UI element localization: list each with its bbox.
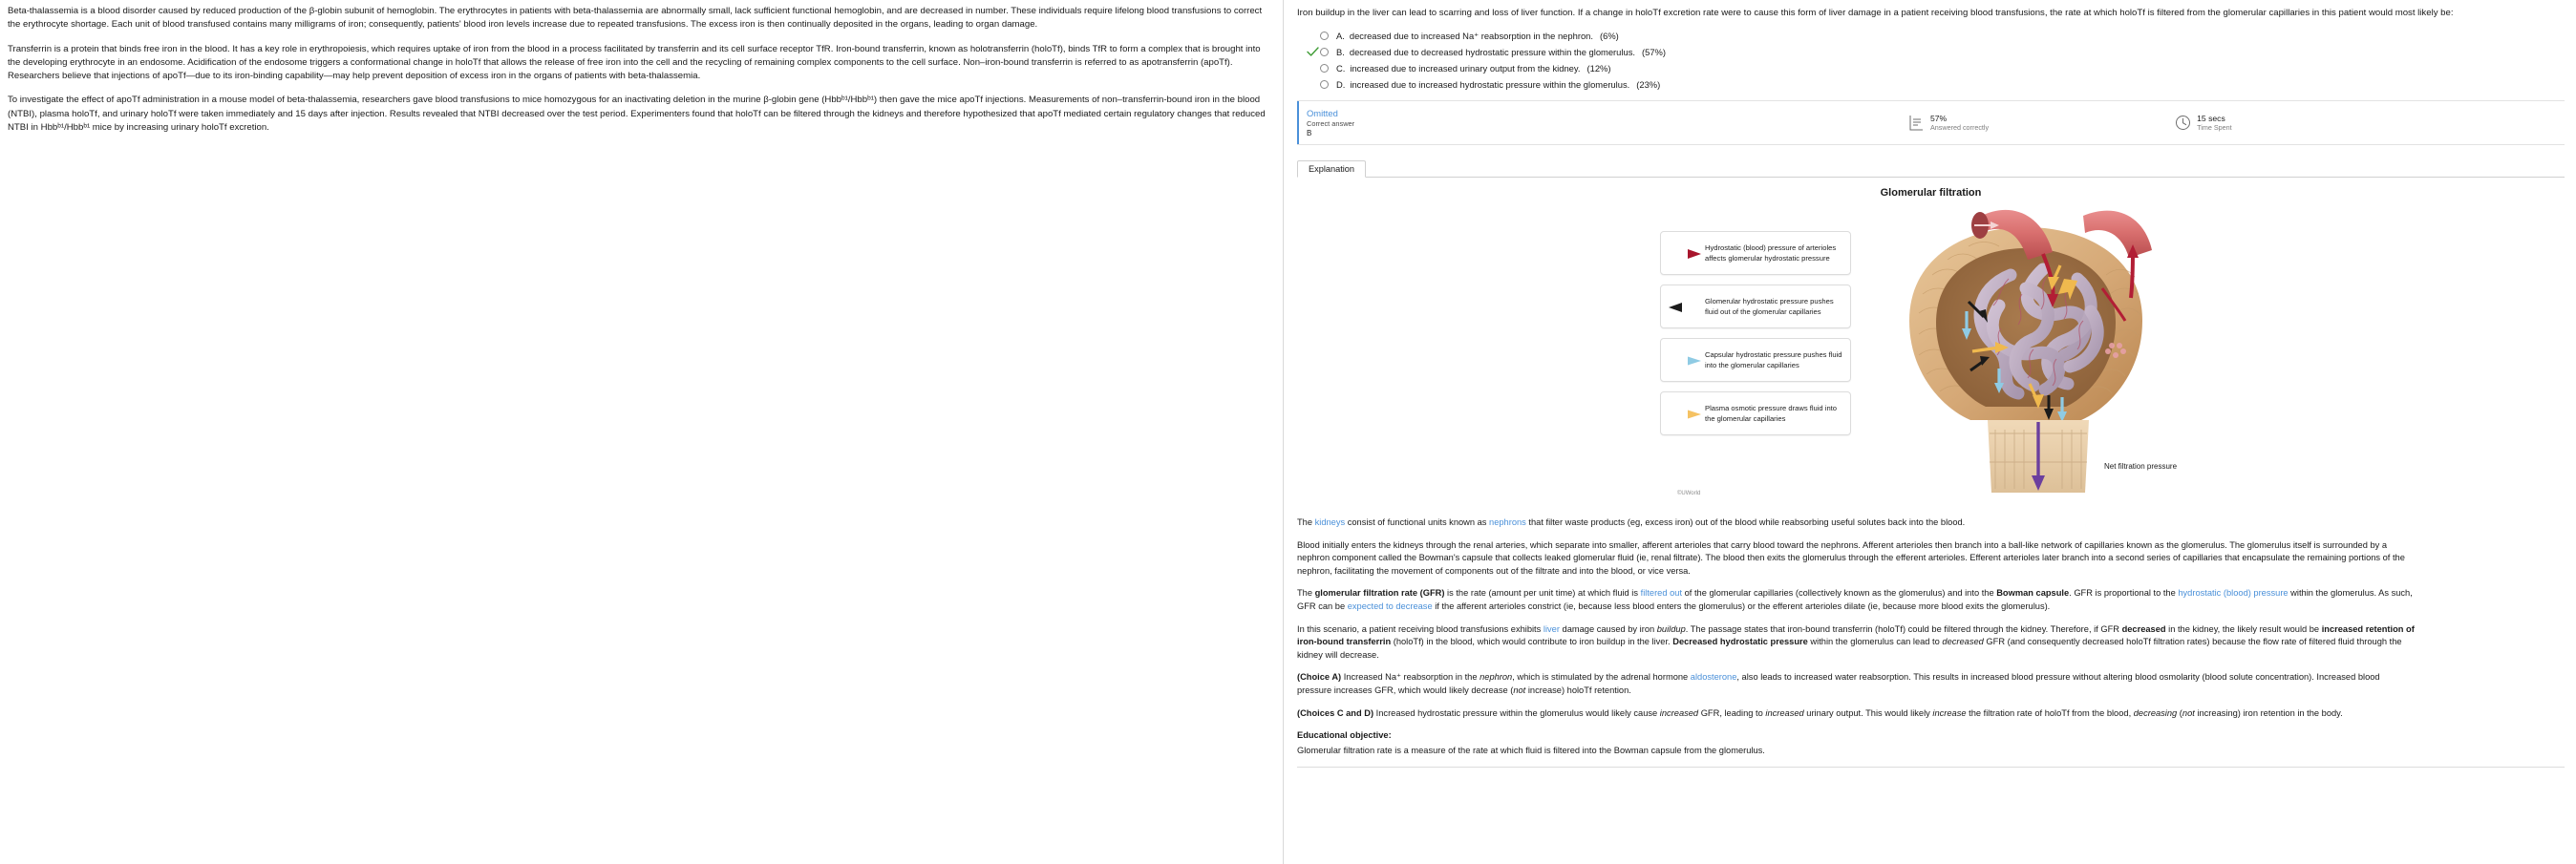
explanation-body xyxy=(1297,516,2565,768)
tab-bar xyxy=(1297,157,2565,178)
explanation-paragraph-choices-cd: (Choices C and D) Increased hydrostatic pressure within the glomerulus would likely cause increased GFR, leading to increased urinary output. This would likely increase the filtration rate of holoTf from the blood, decreasing (not increasing) iron retention in the body. xyxy=(1297,707,2343,718)
legend-item-hydrostatic-arteriole xyxy=(1660,231,1851,275)
answer-choice-c[interactable] xyxy=(1305,60,2565,76)
answer-choice-b[interactable] xyxy=(1305,44,2565,60)
glomerulus-illustration xyxy=(1865,206,2228,502)
passage-paragraph-2: Transferrin is a protein that binds free iron in the blood. It has a key role in erythropoiesis, which requires uptake of iron from the blood in a process facilitated by transferrin and its cell surface receptor TfR. Iron-bound transferrin, known as holotransferrin (holoTf), binds TfR to form a complex that is brought into the developing erythrocyte in an endosome. Acidification of the endosome triggers a conformational change in holoTf that allows the release of free iron into the cell and the recycling of remaining complex components to the cell surface. Non–iron-bound transferrin is referred to as apotransferrin (apoTf). Researchers believe that injections of apoTf—due to its iron-binding capability—may help prevent deposition of excess iron in the organs of patients with beta-thalassemia. xyxy=(8,43,1261,82)
legend-text-1: Hydrostatic (blood) pressure of arterioles affects glomerular hydrostatic pressure xyxy=(1705,242,1837,263)
arrow-left-black-icon xyxy=(1665,301,1705,312)
correct-tick-slot xyxy=(1305,62,1320,75)
figure-glomerular-filtration xyxy=(1297,187,2565,516)
radio-c[interactable] xyxy=(1320,64,1329,73)
answer-choice-d[interactable] xyxy=(1305,76,2565,93)
passage-pane xyxy=(0,0,1284,864)
educational-objective-heading: Educational objective: xyxy=(1297,730,1392,741)
time-spent-label: Time Spent xyxy=(2197,123,2232,132)
choice-text-b: decreased due to decreased hydrostatic pressure within the glomerulus. xyxy=(1349,47,1635,57)
arrow-right-yellow-icon xyxy=(1665,408,1705,419)
passage-paragraph-1: Beta-thalassemia is a blood disorder caused by reduced production of the β-globin subunit of hemoglobin. The erythrocytes in patients with beta-thalassemia are abnormally small, lack sufficient functional hemoglobin, and are decreased in number. These individuals require lifelong blood transfusions to correct the erythrocyte shortage. Each unit of blood transfused contains many milligrams of iron; consequently, patients' blood iron levels increase due to repeated transfusions. The excess iron is then continually deposited in the organs, leading to organ damage. xyxy=(8,6,1263,31)
radio-d[interactable] xyxy=(1320,80,1329,89)
explanation-paragraph-1: The kidneys consist of functional units known as nephrons that filter waste products (eg, excess iron) out of the blood while reabsorbing useful solutes back into the blood. xyxy=(1297,517,1966,527)
time-spent-value: 15 secs xyxy=(2197,114,2225,123)
choice-letter-b: B. xyxy=(1336,47,1345,57)
choice-text-a: decreased due to increased Na⁺ reabsorption in the nephron. xyxy=(1349,30,1593,41)
question-stats-bar xyxy=(1297,100,2565,145)
tab-explanation[interactable]: Explanation xyxy=(1297,160,1366,178)
correct-answer-value: B xyxy=(1307,128,1312,137)
choice-letter-d: D. xyxy=(1336,79,1346,90)
explanation-paragraph-3: The glomerular filtration rate (GFR) is the rate (amount per unit time) at which fluid is filtered out of the glomerular capillaries (collectively known as the glomerulus) and into the Bowman capsule. GFR is proportional to the hydrostatic (blood) pressure within the glomerulus. As such, GFR can be expected to decrease if the afferent arterioles constrict (ie, because less blood enters the glomerulus) or the efferent arterioles dilate (ie, because more blood exits the glomerulus). xyxy=(1297,588,2413,611)
choice-letter-a: A. xyxy=(1336,31,1345,41)
percent-correct-value: 57% xyxy=(1930,114,1948,123)
question-pane xyxy=(1284,0,2576,864)
educational-objective-text: Glomerular filtration rate is a measure of the rate at which fluid is filtered into the Bowman capsule from the glomerulus. xyxy=(1297,745,1765,755)
choice-pct-d: (23%) xyxy=(1636,79,1661,90)
answer-choice-list xyxy=(1305,28,2565,93)
choice-text-d: increased due to increased hydrostatic pressure within the glomerulus. xyxy=(1350,79,1630,90)
explanation-paragraph-4: In this scenario, a patient receiving blood transfusions exhibits liver damage caused by iron buildup. The passage states that iron-bound transferrin (holoTf) could be filtered through the kidney. Therefore, if GFR decreased in the kidney, the likely result would be increased retention of iron-bound transferrin (holoTf) in the blood, which would contribute to iron buildup in the liver. Decreased hydrostatic pressure within the glomerulus can lead to decreased GFR (and consequently decreased holoTf filtration rates) because the flow rate of filtered fluid through the kidney will decrease. xyxy=(1297,623,2415,660)
status-badge: Omitted xyxy=(1307,107,1338,118)
net-filtration-pressure-label: Net filtration pressure xyxy=(2104,462,2178,471)
radio-a[interactable] xyxy=(1320,32,1329,40)
choice-pct-a: (6%) xyxy=(1599,31,1619,41)
legend-text-2: Glomerular hydrostatic pressure pushes fluid out of the glomerular capillaries xyxy=(1705,296,1834,316)
question-stem: Iron buildup in the liver can lead to scarring and loss of liver function. If a change in holoTf excretion rate were to cause this form of liver damage in a patient receiving blood transfusions, the rate at which holoTf is filtered from the glomerular capillaries in this patient would most likely be: xyxy=(1297,8,2454,18)
clock-icon xyxy=(2175,115,2191,131)
correct-tick-slot xyxy=(1305,78,1320,92)
legend-item-glomerular-hydrostatic xyxy=(1660,284,1851,328)
legend-item-plasma-osmotic xyxy=(1660,391,1851,435)
figure-legend xyxy=(1660,231,1851,445)
legend-text-3: Capsular hydrostatic pressure pushes fluid into the glomerular capillaries xyxy=(1705,349,1842,369)
percent-correct-block xyxy=(1908,114,1989,132)
arrow-right-blue-icon xyxy=(1665,354,1705,366)
percent-correct-label: Answered correctly xyxy=(1930,123,1990,132)
explanation-paragraph-2: Blood initially enters the kidneys through the renal arteries, which separate into smaller, afferent arterioles that carry blood toward the nephrons. Afferent arterioles then branch into a ball-like network of capillaries known as the glomerulus. The glomerulus itself is surrounded by a nephron component called the Bowman's capsule that collects leaked glomerular fluid (ie, renal filtrate). The blood then exits the glomerulus through the efferent arterioles. Efferent arterioles later branch into a second series of capillaries that encapsulate the remaining portions of the nephron, facilitating the movement of components out of the filtrate and into the blood, or vice versa. xyxy=(1297,539,2405,576)
figure-title: Glomerular filtration xyxy=(1880,187,1982,199)
choice-pct-c: (12%) xyxy=(1586,63,1611,74)
status-block xyxy=(1297,108,1908,138)
radio-b[interactable] xyxy=(1320,48,1329,56)
choice-letter-c: C. xyxy=(1336,63,1346,74)
passage-paragraph-3: To investigate the effect of apoTf administration in a mouse model of beta-thalassemia, researchers gave blood transfusions to mice homozygous for an inactivating deletion in the murine β-globin gene (Hbbᵇ¹/Hbbᵇ¹) then gave the mice apoTf injections. Measurements of non–transferrin-bound iron in the blood (NTBI), plasma holoTf, and urinary holoTf were taken immediately and 15 days after injection. Results revealed that NTBI decreased over the test period. Experimenters found that holoTf can be filtered through the kidneys and therefore hypothesized that apoTf mediated certain regulatory changes that reduced NTBI in Hbbᵇ¹/Hbbᵇ¹ mice by increasing urinary holoTf excretion. xyxy=(8,95,1266,134)
correct-tick-slot xyxy=(1305,46,1320,59)
uworld-watermark: ©UWorld xyxy=(1677,491,1701,496)
answer-choice-a[interactable] xyxy=(1305,28,2565,44)
status-accent-bar xyxy=(1297,101,1299,144)
arrow-right-red-icon xyxy=(1665,247,1705,259)
footer-divider xyxy=(1297,767,2565,768)
bar-chart-icon xyxy=(1908,115,1925,131)
choice-pct-b: (57%) xyxy=(1642,47,1667,57)
check-icon xyxy=(1307,47,1319,57)
correct-tick-slot xyxy=(1305,30,1320,43)
choice-text-c: increased due to increased urinary output from the kidney. xyxy=(1350,63,1581,74)
explanation-paragraph-choice-a: (Choice A) Increased Na⁺ reabsorption in the nephron, which is stimulated by the adrenal hormone aldosterone, also leads to increased water reabsorption. This results in increased blood pressure without altering blood osmolarity (blood solute concentration). Increased blood pressure increases GFR, which would likely decrease (not increase) holoTf retention. xyxy=(1297,672,2380,695)
legend-item-capsular-hydrostatic xyxy=(1660,338,1851,382)
correct-answer-label: Correct answer xyxy=(1307,118,1355,128)
legend-text-4: Plasma osmotic pressure draws fluid into the glomerular capillaries xyxy=(1705,403,1838,423)
time-spent-block xyxy=(2175,114,2232,132)
